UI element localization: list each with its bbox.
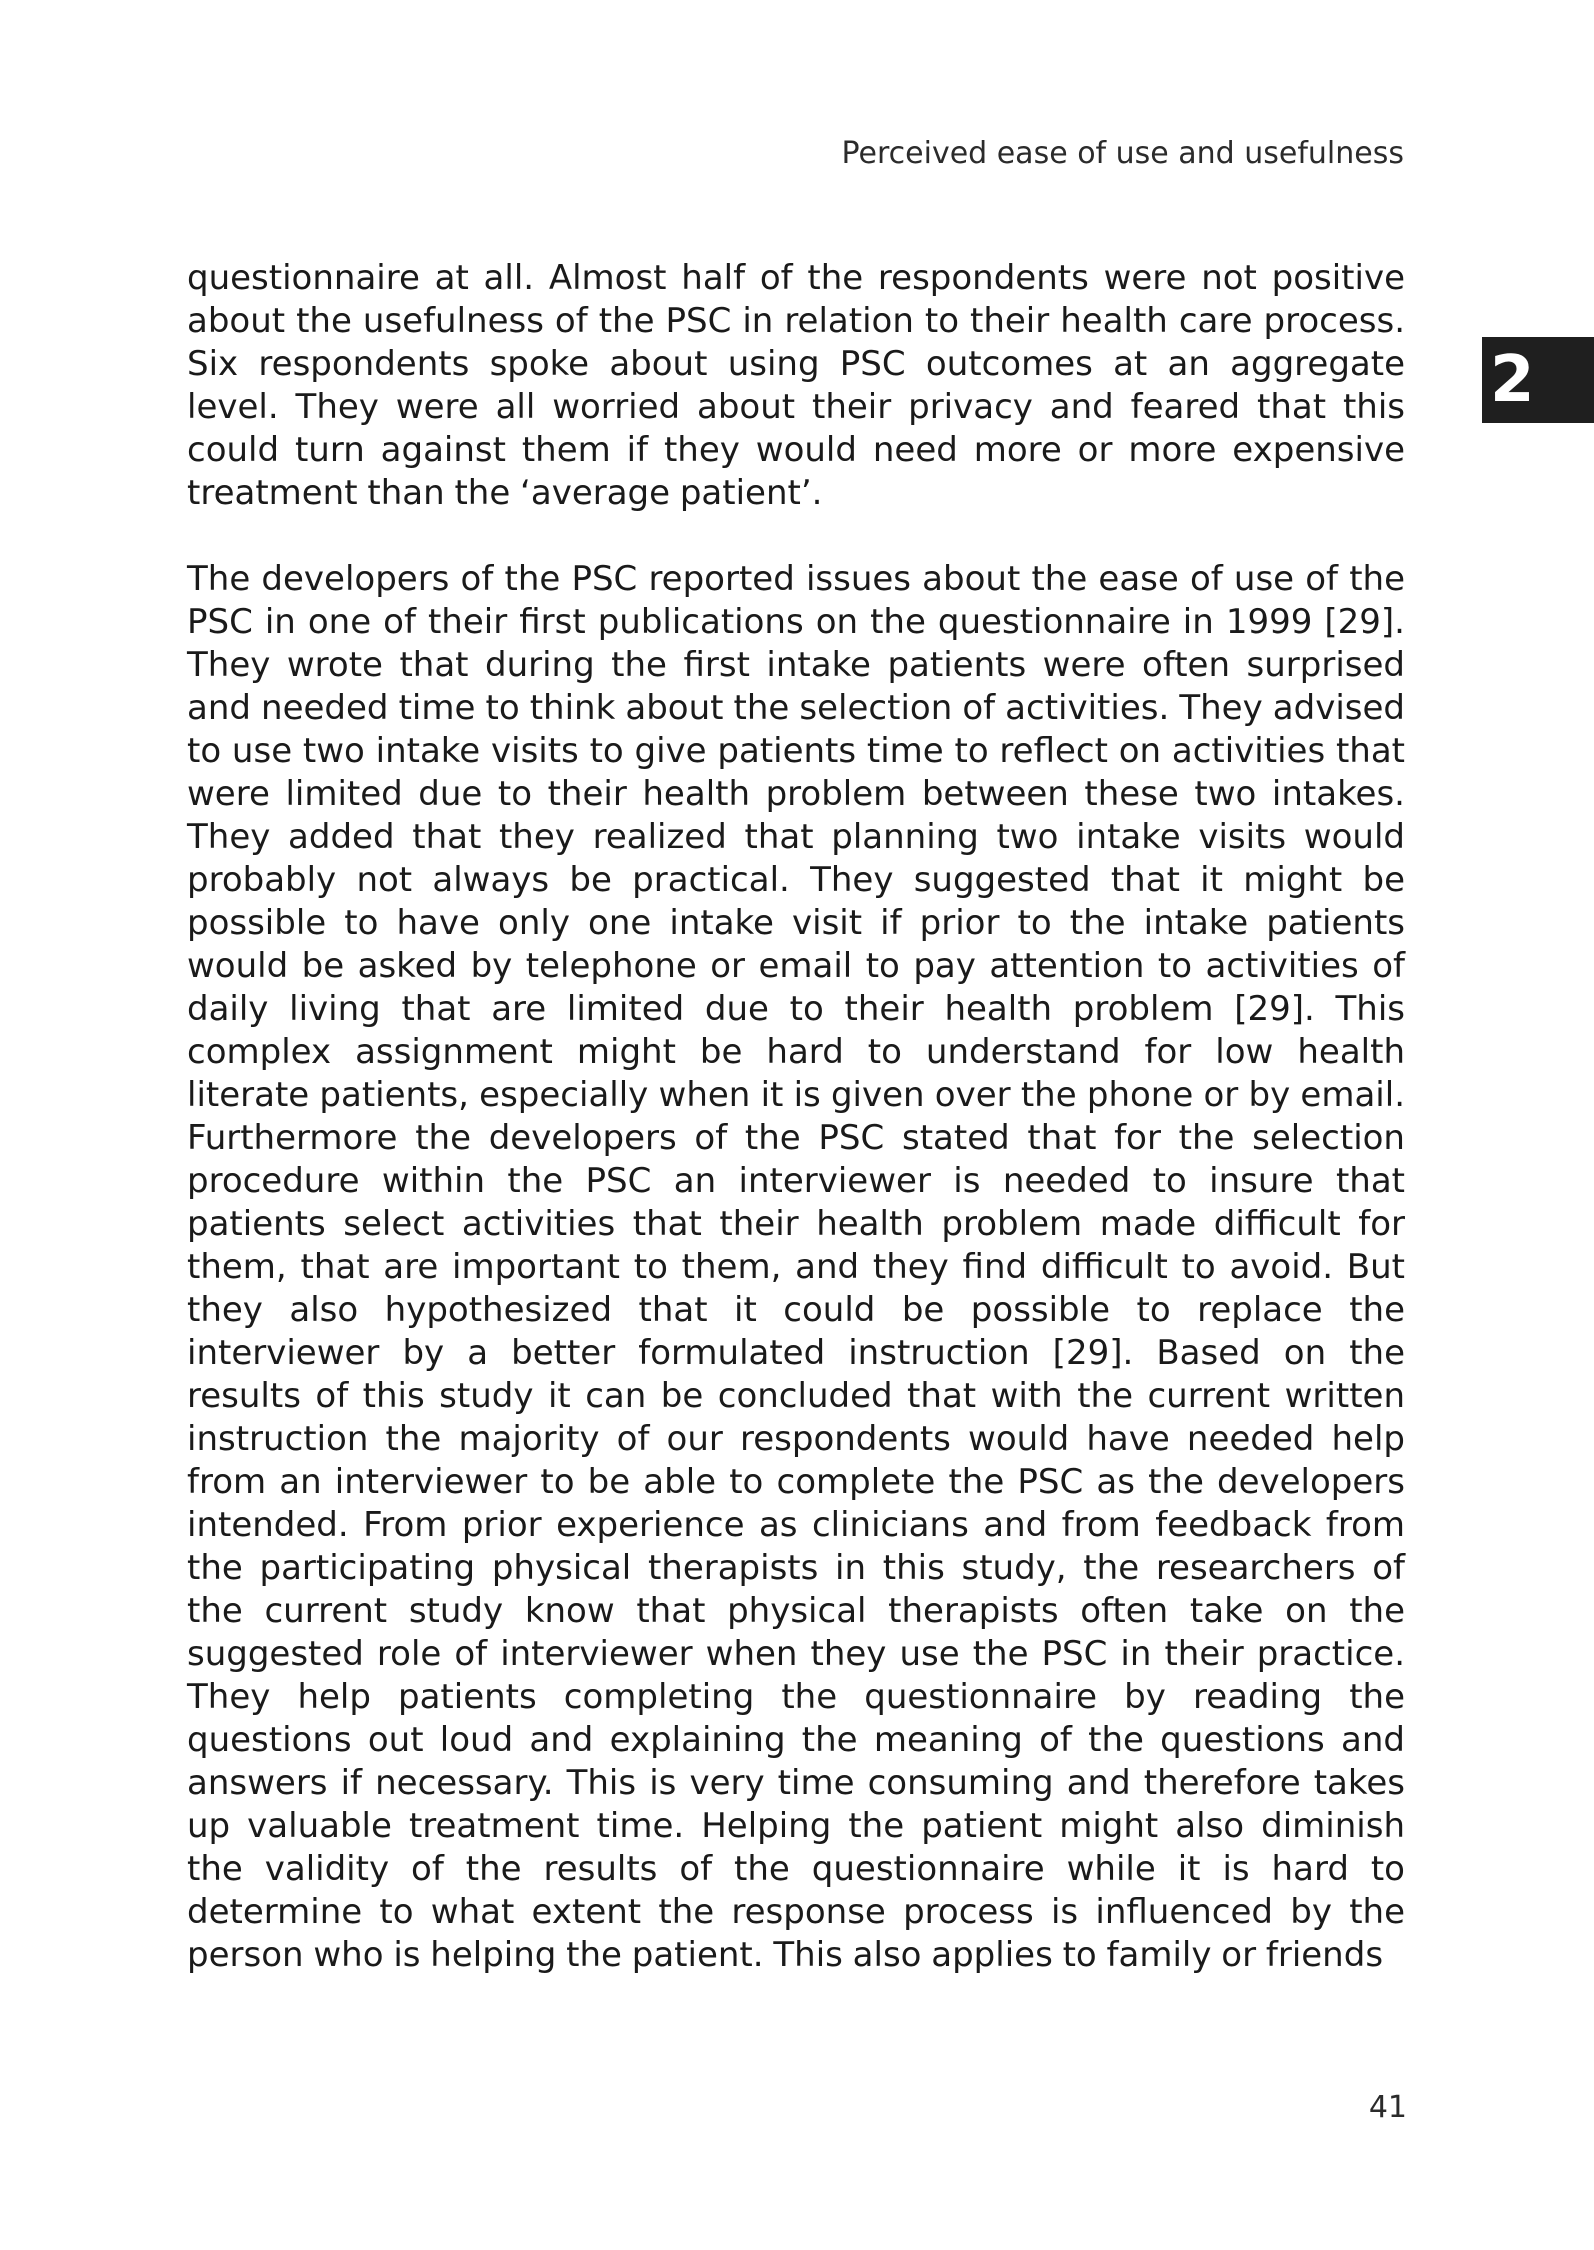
paragraph: The developers of the PSC reported issues about the ease of use of the PSC in one of their first publications on the questionnaire in 1999 [29]. They wrote that during the first intake patients were often surprised and needed time to think about the selection of activities. They advised to use two intake visits to give patients time to reflect on activities that were limited due to their health problem between these two intakes. They added that they realized that planning two intake visits would probably not always be practical. They suggested that it might be possible to have only one intake visit if prior to the intake patients would be asked by telephone or email to pay attention to activities of daily living that are limited due to their health problem [29]. This complex assignment might be hard to understand for low health literate patients, especially when it is given over the phone or by email. Furthermore the developers of the PSC stated that for the selection procedure within the PSC an interviewer is needed to insure that patients select activities that their health problem made difficult for them, that are important to them, and they find difficult to avoid. But they also hypothesized that it could be possible to replace the interviewer by a better formulated instruction [29]. Based on the results of this study it can be concluded that with the current written instruction the majority of our respondents would have needed help from an interviewer to be able to complete the PSC as the developers intended. From prior experience as clinicians and from feedback from the participating physical therapists in this study, the researchers of the current study know that physical therapists often take on the suggested role of interviewer when they use the PSC in their practice. They help patients completing the questionnaire by reading the questions out loud and explaining the meaning of the questions and answers if necessary. This is very time consuming and therefore takes up valuable treatment time. Helping the patient might also diminish the validity of the results of the questionnaire while it is hard to determine to what extent the response process is influenced by the person who is helping the patient. This also applies to family or friends bbox=[187, 559, 1405, 1975]
page-number: 41 bbox=[1368, 2090, 1407, 2125]
chapter-tab: 2 bbox=[1482, 337, 1594, 423]
running-header: Perceived ease of use and usefulness bbox=[841, 136, 1404, 171]
paragraph: questionnaire at all. Almost half of the respondents were not positive about the usefulness of the PSC in relation to their health care process. Six respondents spoke about using PSC outcomes at an aggregate level. They were all worried about their privacy and feared that this could turn against them if they would need more or more expensive treatment than the ‘average patient’. bbox=[187, 258, 1405, 513]
body-text bbox=[187, 257, 1405, 1977]
